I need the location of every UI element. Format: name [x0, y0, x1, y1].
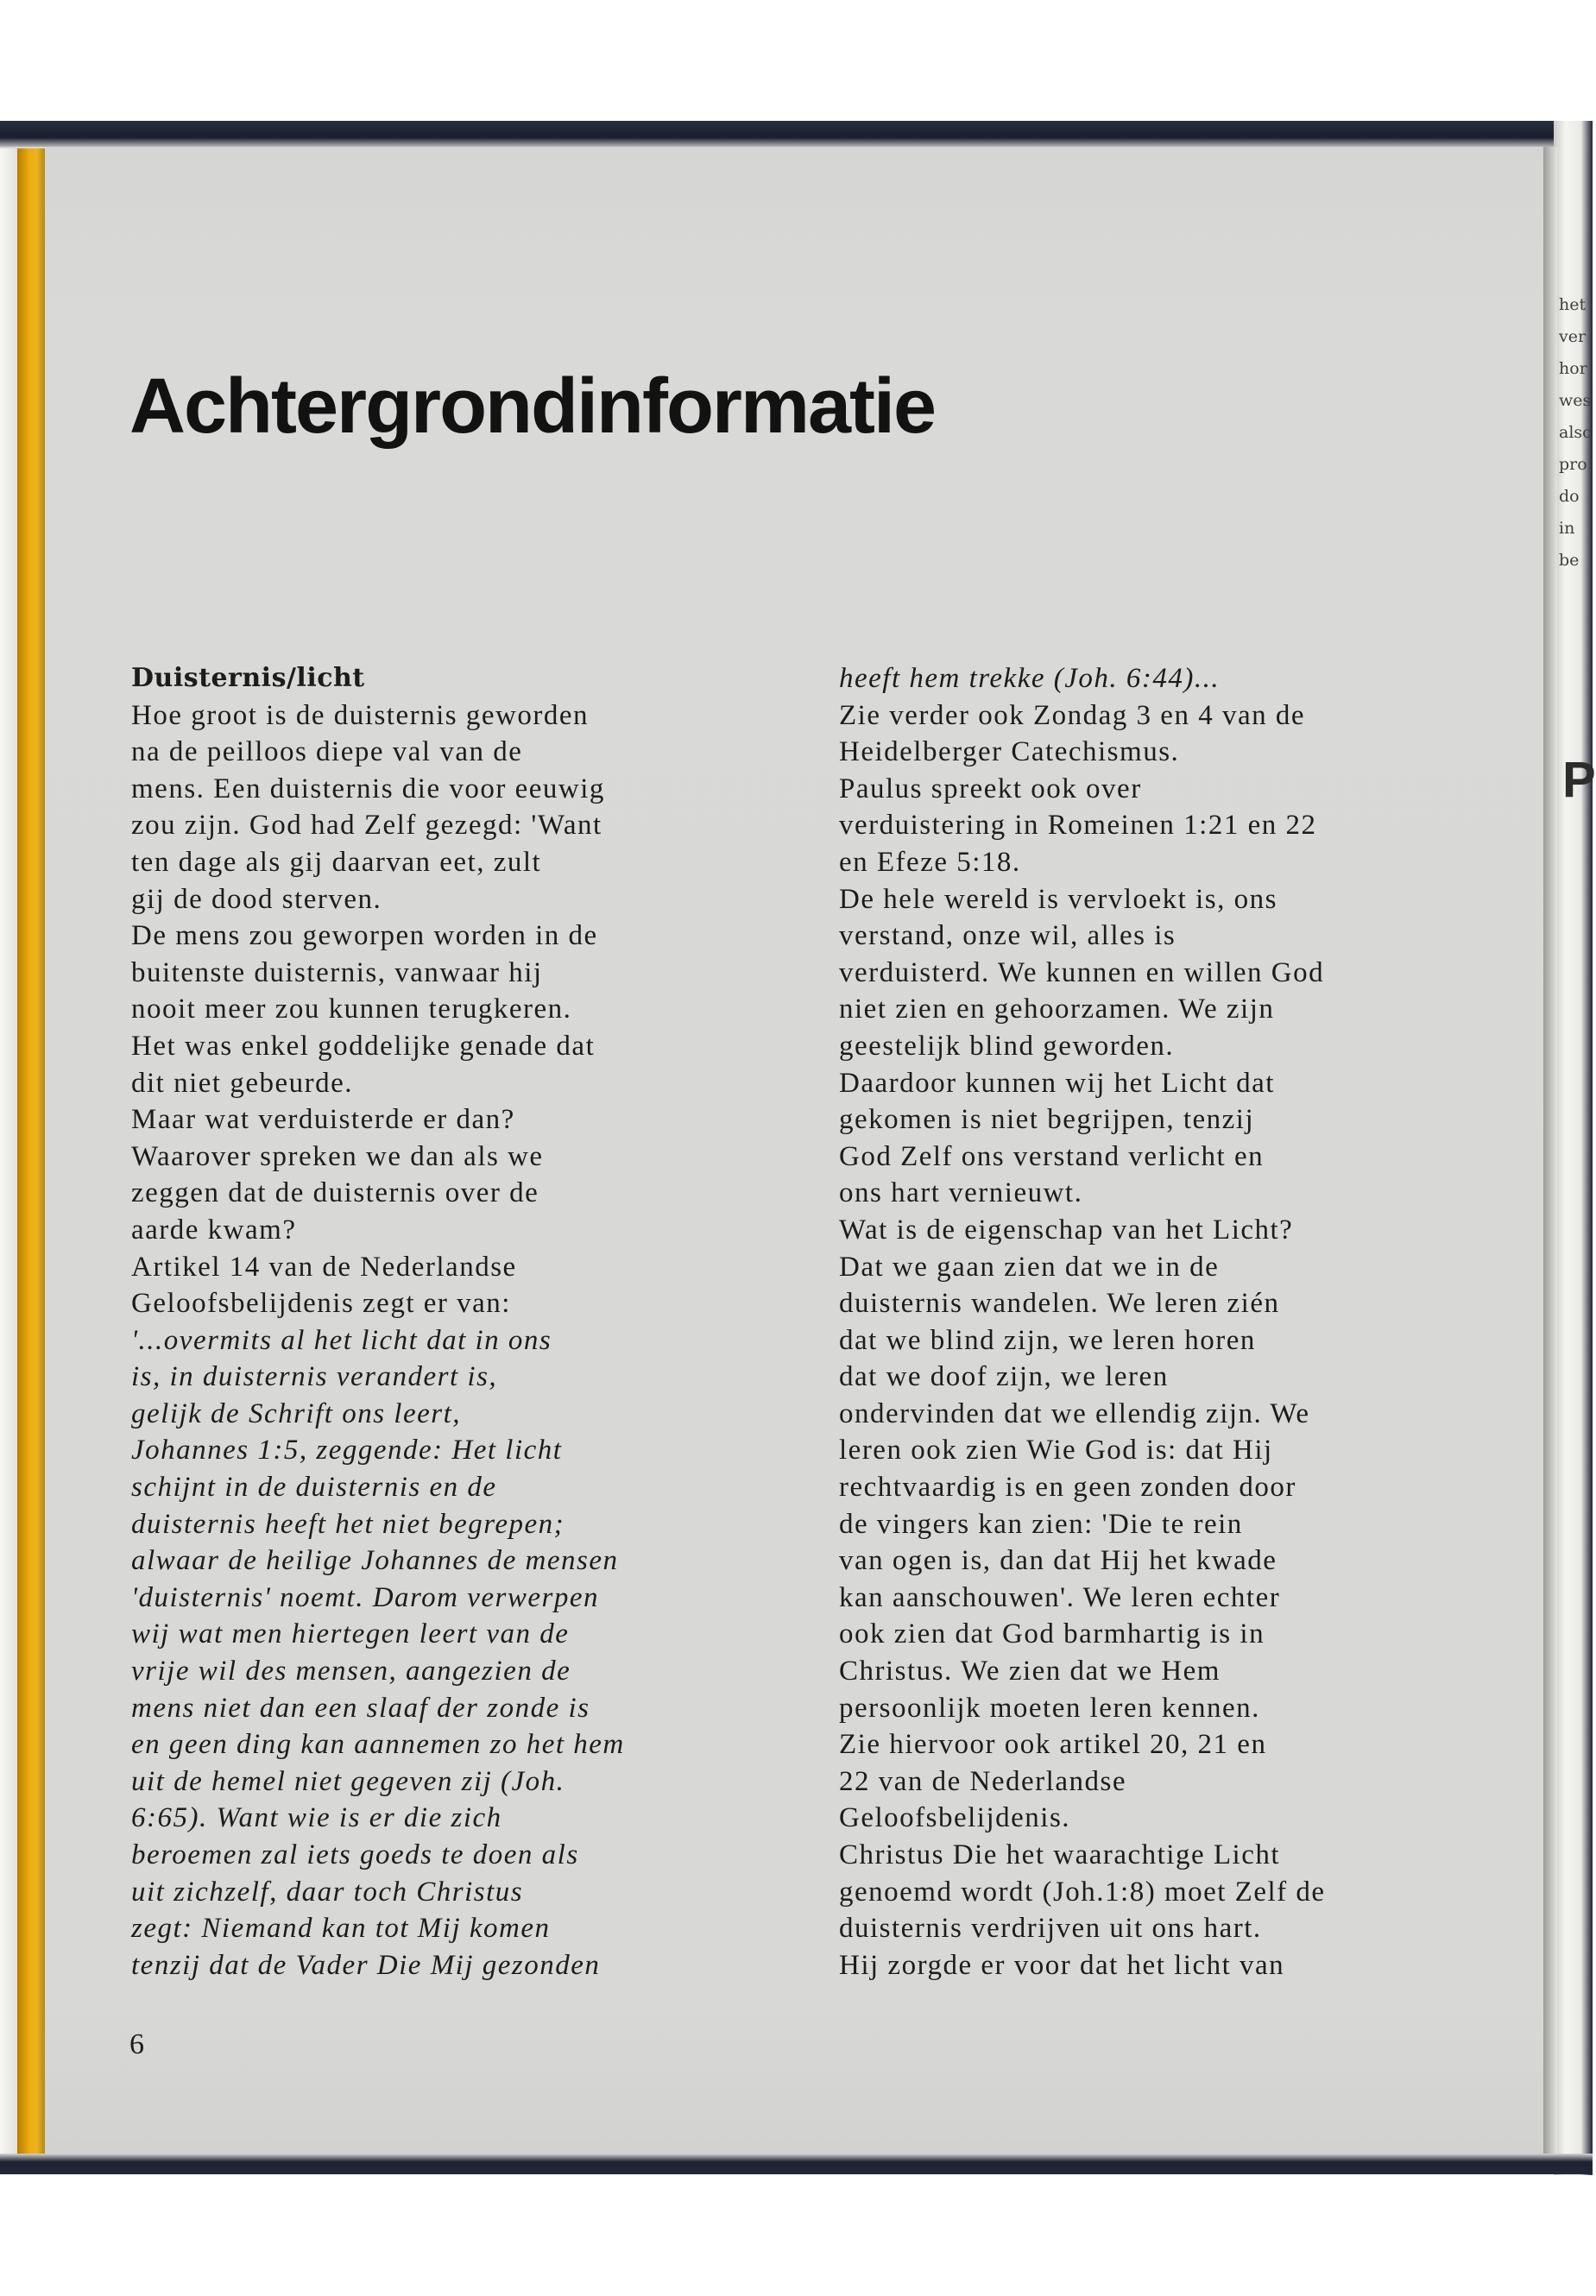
- text-line: zeggen dat de duisternis over de: [131, 1177, 539, 1209]
- text-line: verduistering in Romeinen 1:21 en 22: [839, 810, 1317, 842]
- text-line: duisternis heeft het niet begrepen;: [131, 1508, 565, 1540]
- text-line: Zie hiervoor ook artikel 20, 21 en: [839, 1729, 1267, 1761]
- text-line: De hele wereld is vervloekt is, ons: [839, 883, 1277, 915]
- text-line: ons hart vernieuwt.: [839, 1177, 1083, 1209]
- text-line: Zie verder ook Zondag 3 en 4 van de: [839, 699, 1305, 731]
- text-line: Paulus spreekt ook over: [839, 773, 1142, 804]
- text-line: vrije wil des mensen, aangezien de: [131, 1656, 571, 1687]
- text-line: uit de hemel niet gegeven zij (Joh.: [131, 1765, 565, 1797]
- text-line: Wat is de eigenschap van het Licht?: [839, 1214, 1294, 1246]
- next-page-letter: P: [1562, 752, 1596, 808]
- text-line: Johannes 1:5, zeggende: Het licht: [131, 1435, 563, 1467]
- book-cover-bottom-edge: [0, 2154, 1593, 2174]
- text-line: geestelijk blind geworden.: [839, 1030, 1175, 1062]
- next-page-fragment: wes: [1559, 391, 1592, 410]
- text-line: duisternis wandelen. We leren zién: [839, 1288, 1280, 1320]
- section-heading: Duisternis/licht: [131, 663, 365, 693]
- next-page-fragment: pro: [1559, 455, 1587, 474]
- text-line: van ogen is, dan dat Hij het kwade: [839, 1545, 1277, 1577]
- text-line: mens. Een duisternis die voor eeuwig: [131, 773, 605, 804]
- text-line: dit niet gebeurde.: [131, 1067, 354, 1099]
- text-line: 6:65). Want wie is er die zich: [131, 1802, 502, 1834]
- next-page-fragment: ver: [1559, 327, 1587, 346]
- text-line: Christus. We zien dat we Hem: [839, 1656, 1221, 1687]
- text-line: '...overmits al het licht dat in ons: [131, 1324, 552, 1356]
- text-line: Het was enkel goddelijke genade dat: [131, 1030, 596, 1062]
- text-line: ondervinden dat we ellendig zijn. We: [839, 1397, 1310, 1429]
- text-line: Maar wat verduisterde er dan?: [131, 1104, 515, 1136]
- text-line: God Zelf ons verstand verlicht en: [839, 1140, 1265, 1172]
- text-line: Dat we gaan zien dat we in de: [839, 1251, 1220, 1283]
- text-line: Daardoor kunnen wij het Licht dat: [839, 1067, 1275, 1099]
- text-line: genoemd wordt (Joh.1:8) moet Zelf de: [839, 1876, 1326, 1908]
- text-line: ten dage als gij daarvan eet, zult: [131, 846, 542, 878]
- left-column-text: [131, 697, 753, 1984]
- text-line: persoonlijk moeten leren kennen.: [839, 1692, 1260, 1724]
- text-line: tenzij dat de Vader Die Mij gezonden: [131, 1949, 601, 1981]
- page-title: Achtergrondinformatie: [129, 363, 936, 450]
- text-line: 'duisternis' noemt. Darom verwerpen: [131, 1581, 600, 1613]
- text-line: nooit meer zou kunnen terugkeren.: [131, 993, 572, 1025]
- text-line: leren ook zien Wie God is: dat Hij: [839, 1435, 1273, 1467]
- text-line: Christus Die het waarachtige Licht: [839, 1839, 1281, 1870]
- text-line: zegt: Niemand kan tot Mij komen: [131, 1913, 551, 1945]
- text-line: is, in duisternis verandert is,: [131, 1361, 498, 1393]
- text-line: mens niet dan een slaaf der zonde is: [131, 1692, 590, 1724]
- page-inner-margin: [0, 148, 17, 2155]
- text-line: na de peilloos diepe val van de: [131, 736, 523, 768]
- text-line: schijnt in de duisternis en de: [131, 1472, 497, 1504]
- text-line: alwaar de heilige Johannes de mensen: [131, 1545, 619, 1577]
- text-line: dat we doof zijn, we leren: [839, 1361, 1169, 1393]
- text-line: zou zijn. God had Zelf gezegd: 'Want: [131, 810, 602, 842]
- text-line: en Efeze 5:18.: [839, 846, 1021, 878]
- page-number: 6: [129, 2028, 144, 2060]
- text-line: Hij zorgde er voor dat het licht van: [839, 1949, 1285, 1981]
- text-line: Waarover spreken we dan als we: [131, 1140, 544, 1172]
- left-column: [131, 660, 753, 1984]
- text-line: verduisterd. We kunnen en willen God: [839, 956, 1325, 988]
- right-column: [839, 660, 1512, 1984]
- text-line: verstand, onze wil, alles is: [839, 920, 1176, 952]
- text-line: kan aanschouwen'. We leren echter: [839, 1581, 1281, 1613]
- text-line: niet zien en gehoorzamen. We zijn: [839, 993, 1275, 1025]
- orange-margin-strip: [17, 148, 45, 2155]
- next-page-fragment: het: [1559, 295, 1587, 314]
- next-page-fragment: be: [1559, 551, 1580, 570]
- text-line: uit zichzelf, daar toch Christus: [131, 1876, 524, 1908]
- text-line: Hoe groot is de duisternis geworden: [131, 699, 589, 731]
- text-line: de vingers kan zien: 'Die te rein: [839, 1508, 1243, 1540]
- next-page-fragment: hor: [1559, 359, 1587, 378]
- text-line: rechtvaardig is en geen zonden door: [839, 1472, 1296, 1504]
- text-line: aarde kwam?: [131, 1214, 297, 1246]
- text-line: beroemen zal iets goeds te doen als: [131, 1839, 579, 1870]
- text-line: Artikel 14 van de Nederlandse: [131, 1251, 517, 1283]
- text-line: Geloofsbelijdenis zegt er van:: [131, 1288, 511, 1320]
- book-cover-top-edge: [0, 121, 1593, 148]
- next-page-fragment: do: [1559, 487, 1580, 506]
- text-line: gelijk de Schrift ons leert,: [131, 1397, 462, 1429]
- text-line: wij wat men hiertegen leert van de: [131, 1618, 570, 1650]
- text-line: Geloofsbelijdenis.: [839, 1802, 1071, 1834]
- text-line: duisternis verdrijven uit ons hart.: [839, 1913, 1262, 1945]
- next-page-edge: [1543, 147, 1557, 2158]
- text-line: gij de dood sterven.: [131, 883, 382, 915]
- text-line: De mens zou geworpen worden in de: [131, 920, 598, 952]
- text-line: buitenste duisternis, vanwaar hij: [131, 956, 543, 988]
- text-line: dat we blind zijn, we leren horen: [839, 1324, 1256, 1356]
- next-page-fragment: in: [1559, 519, 1575, 538]
- text-line: gekomen is niet begrijpen, tenzij: [839, 1104, 1255, 1136]
- text-line: en geen ding kan aannemen zo het hem: [131, 1729, 625, 1761]
- text-line: Heidelberger Catechismus.: [839, 736, 1180, 768]
- right-column-text: [839, 660, 1512, 1984]
- text-line: 22 van de Nederlandse: [839, 1765, 1126, 1797]
- text-line: heeft hem trekke (Joh. 6:44)...: [839, 663, 1221, 694]
- text-line: ook zien dat God barmhartig is in: [839, 1618, 1265, 1650]
- next-page-fragment: alsc: [1559, 423, 1592, 442]
